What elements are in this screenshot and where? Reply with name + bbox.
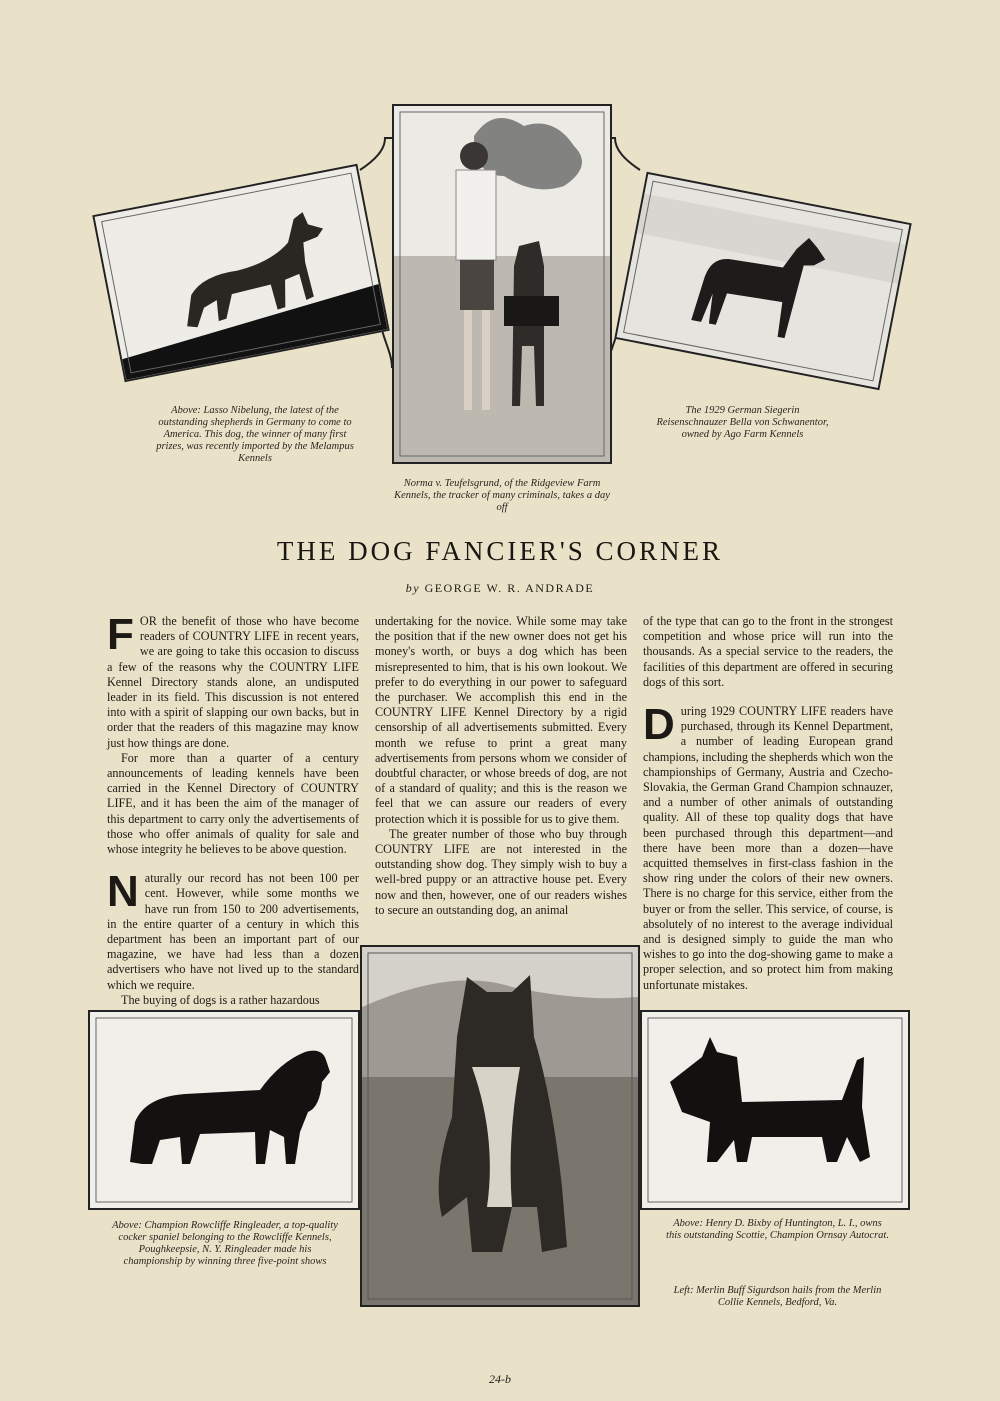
paragraph-1929: During 1929 COUNTRY LIFE readers have purchased, through its Kennel Department, a number of leading European grand champions, including the shepherds which won the championships of Germany, Austria and Czecho-Slovakia, the German Grand Champion schnauzer, and a number of other animals of outstanding quality. All of these top quality dogs that have been purchased through this department—and there have been more than a dozen—have acquitted themselves in first-class fashion in the show ring under the colors of their new owners. There is no charge for this service, either from the buyer or from the seller. This service, of course, is absolutely of no interest to the average individual and is designed simply to guide the man who wishes to go into the dog-showing game to make a proper selection, and so protect him from making unfortunate mistakes.: [643, 700, 893, 992]
paragraph-censorship: undertaking for the novice. While some may take the position that if the new owner does not get his money's worth, or buys a dog which has been misrepresented to him, that is his own lookout. We prefer to do everything in our power to safeguard the purchaser. We accomplish this end in the COUNTRY LIFE Kennel Directory by a rigid censorship of all advertisements submitted. Every month we refuse to print a great many advertisements from persons whom we consider of doubtful character, or whose breeds of dog, are not of a standard of quality; and this is the reason we feel that we can assure our readers of every protection which it is possible for us to give them.: [375, 614, 627, 826]
byline: [0, 581, 1000, 596]
dropcap-n: N: [107, 867, 139, 917]
dropcap-f: F: [107, 610, 134, 659]
article-title: THE DOG FANCIER'S CORNER: [276, 536, 724, 566]
byline-author: GEORGE W. R. ANDRADE: [424, 581, 595, 595]
column-3: [643, 614, 893, 993]
caption-collie: Left: Merlin Buff Sigurdson hails from the Merlin Collie Kennels, Bedford, Va.: [673, 1285, 882, 1308]
byline-by: by: [405, 581, 421, 595]
paragraph-quarter-century: For more than a quarter of a century announcements of leading kennels have been carried in the Kennel Directory of COUNTRY LIFE, and it has been the aim of the manager of this department to carry only the advertisements of those who offer animals of quality for sale and whose integrity he believes to be above question.: [107, 750, 359, 857]
top-left-curve-low: [382, 330, 392, 368]
caption-scottie: Above: Henry D. Bixby of Huntington, L. I., owns this outstanding Scottie, Champion Ornsay Autocrat.: [666, 1218, 889, 1241]
photo-scottie: [640, 1010, 910, 1210]
caption-schnauzer: The 1929 German Siegerin Reisenschnauzer Bella von Schwanentor, owned by Ago Farm Kennels: [656, 405, 829, 440]
paragraph-record: Naturally our record has not been 100 per cent. However, while some months we have run from 150 to 200 advertisements, in the entire quarter of a century in which this department has been an important part of our magazine, we have had less than a dozen advertisers who have not lived up to the standard which we require.: [107, 867, 359, 992]
paragraph-buying: The buying of dogs is a rather hazardous: [121, 992, 320, 1007]
caption-spaniel: Above: Champion Rowcliffe Ringleader, a top-quality cocker spaniel belonging to the Rowcliffe Kennels, Poughkeepsie, N. Y. Ringleader made his championship by winning three five-point shows: [112, 1220, 338, 1267]
column-2: [375, 614, 627, 918]
dropcap-d: D: [643, 700, 675, 750]
photo-collie: [360, 945, 640, 1307]
caption-boy-dog: Norma v. Teufelsgrund, of the Ridgeview Farm Kennels, the tracker of many criminals, takes a day off: [394, 478, 610, 513]
top-left-curve: [360, 138, 392, 170]
paragraph-show-dog: The greater number of those who buy through COUNTRY LIFE are not interested in the outstanding show dog. They simply wish to buy a well-bred puppy or an attractive house pet. Every now and then, however, one of our readers wishes to secure an outstanding dog, an animal: [375, 826, 627, 917]
caption-shepherd: Above: Lasso Nibelung, the latest of the outstanding shepherds in Germany to come to America. This dog, the winner of many first prizes, was recently imported by the Melampus Kennels: [156, 405, 354, 464]
paragraph-intro: FOR the benefit of those who have become readers of COUNTRY LIFE in recent years, we are going to take this occasion to discuss a few of the reasons why the COUNTRY LIFE Kennel Directory stands alone, an undisputed leader in its field. This discussion is not entered into with a spirit of slapping our own backs, but in order that the readers of this magazine may know just how things are done.: [107, 610, 359, 750]
paragraph-special-service: of the type that can go to the front in the strongest competition and whose price will run into the thousands. As a special service to the readers, the facilities of this department are offered in securing dogs of this sort.: [643, 614, 893, 689]
photo-cocker-spaniel: [88, 1010, 360, 1210]
page-number: 24-b: [489, 1372, 511, 1386]
top-right-curve: [608, 138, 640, 170]
column-1: [107, 610, 359, 1008]
photo-boy-with-dog: [392, 104, 612, 464]
